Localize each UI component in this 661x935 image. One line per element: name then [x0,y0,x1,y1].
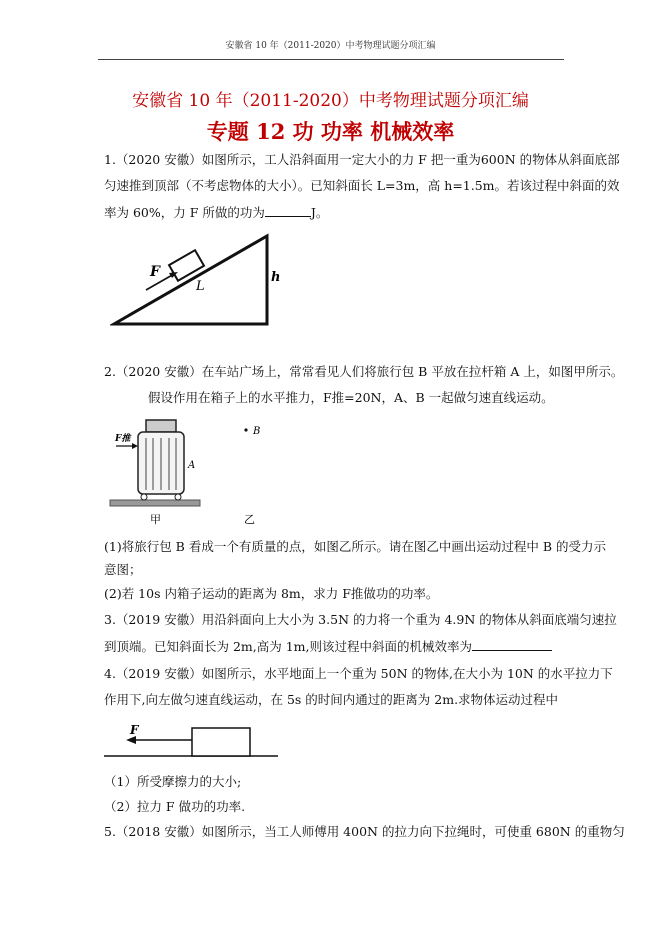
q2-sub1-line1: (1)将旅行包 B 看成一个有质量的点，如图乙所示。请在图乙中画出运动过程中 B 的受力示 [104,539,606,554]
force-label: F [150,264,160,280]
label-yi: 乙 [244,513,255,526]
point-b [244,428,247,431]
ground [110,500,200,506]
length-label: L [196,279,205,294]
q3-line2 [104,638,552,655]
label-b: B [253,426,261,437]
push-force-label: F推 [115,434,131,444]
q2-sub1-line2: 意图； [104,562,142,577]
pull-force-arrowhead [126,736,136,744]
wheel-right [175,494,181,500]
q4-line1: 4.（2019 安徽）如图所示，水平地面上一个重为 50N 的物体,在大小为 10N 的水平拉力下 [104,666,613,681]
suitcase-figure [108,412,278,527]
block [192,728,250,756]
q2-line1: 2.（2020 安徽）在车站广场上，常常看见人们将旅行包 B 平放在拉杆箱 A 上，如图甲所示。 [104,364,624,379]
q2-line2: 假设作用在箱子上的水平推力，F推=20N，A、B 一起做匀速直线运动。 [148,390,554,405]
label-a: A [188,460,196,471]
header-divider [98,59,564,60]
q4-line2: 作用下,向左做匀速直线运动，在 5s 的时间内通过的距离为 2m.求物体运动过程中 [104,692,559,707]
topic-title: 专题 12 功 功率 机械效率 [206,119,455,144]
q3-line2-text: 到顶端。已知斜面长为 2m,高为 1m,则该过程中斜面的机械效率为 [104,639,473,654]
incline-figure [110,228,285,328]
pull-force-label: F [130,723,139,737]
q1-line1: 1.（2020 安徽）如图所示，工人沿斜面用一定大小的力 F 把一重为600N 的物体从斜面底部 [104,152,620,167]
q4-sub1: （1）所受摩擦力的大小; [104,774,242,789]
q1-line3-text: 率为 60%，力 F 所做的功为 [104,205,265,220]
q1-line3 [104,204,328,221]
q1-answer-blank[interactable] [265,204,311,217]
q3-answer-blank[interactable] [472,638,552,651]
push-force-arrowhead [132,443,138,449]
friction-figure [104,718,284,760]
wheel-left [141,494,147,500]
q2-sub2: (2)若 10s 内箱子运动的距离为 8m，求力 F推做功的功率。 [104,586,439,601]
document-title: 安徽省 10 年（2011-2020）中考物理试题分项汇编 [132,91,529,111]
q4-sub2: （2）拉力 F 做功的功率. [104,799,246,814]
q5-line1: 5.（2018 安徽）如图所示，当工人师傅用 400N 的拉力向下拉绳时，可使重 680N 的重物匀 [104,824,625,839]
running-header: 安徽省 10 年（2011-2020）中考物理试题分项汇编 [225,41,436,51]
q1-unit: J。 [310,205,329,220]
travel-bag-b [146,420,176,432]
incline-triangle [114,236,267,324]
q3-line1: 3.（2019 安徽）用沿斜面向上大小为 3.5N 的力将一个重为 4.9N 的物体从斜面底端匀速拉 [104,612,617,627]
label-jia: 甲 [150,513,161,526]
height-label: h [271,270,281,285]
q1-line2: 匀速推到顶部（不考虑物体的大小）。已知斜面长 L=3m，高 h=1.5m。若该过程中斜面的效 [104,178,620,193]
